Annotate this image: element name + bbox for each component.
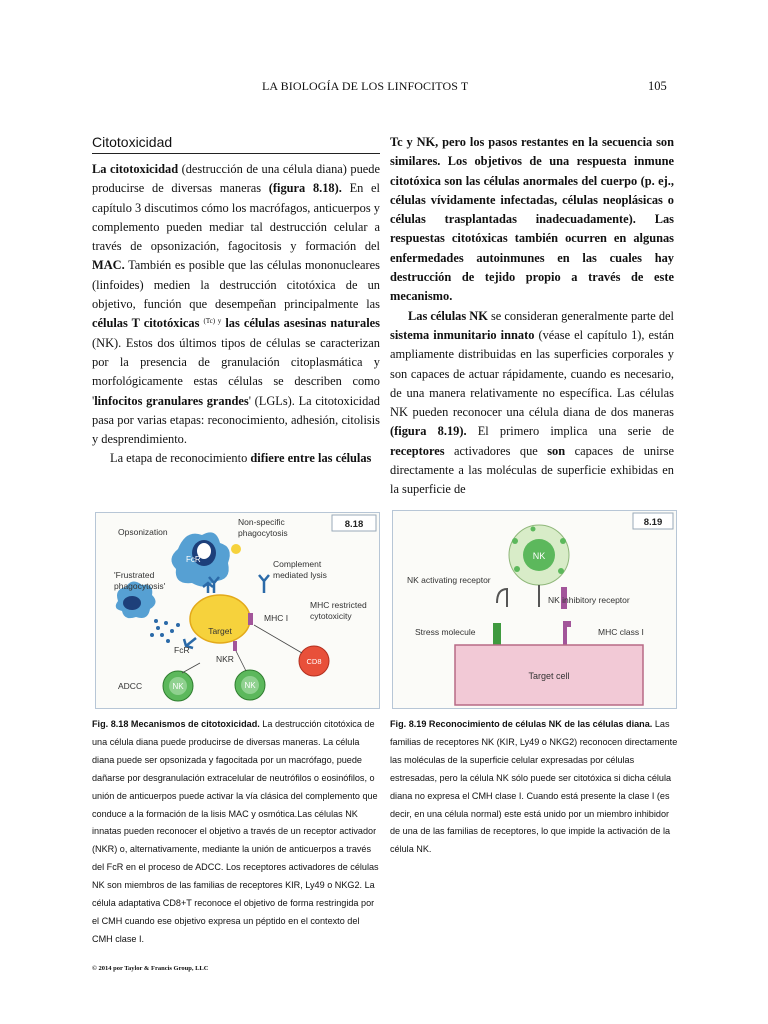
text-span: (figura 8.19). [390, 424, 467, 439]
granule-dot [170, 629, 174, 633]
nk-granule [514, 566, 520, 572]
label-nk-activating: NK activating receptor [407, 575, 491, 585]
text-span: activadores que [444, 443, 548, 458]
granule-dot [154, 619, 158, 623]
granule-dot [164, 621, 168, 625]
text-span: son [547, 443, 566, 458]
paragraph-reconocimiento [92, 449, 380, 468]
running-head: LA BIOLOGÍA DE LOS LINFOCITOS T [262, 79, 469, 93]
complement-antibody [259, 575, 269, 593]
label-nkr: NKR [216, 654, 234, 664]
nk-granule [560, 538, 566, 544]
nk-granule [531, 527, 536, 532]
superscript: (Tc) y [203, 317, 222, 326]
text-span: las células asesinas naturales [221, 316, 380, 331]
connector-line [254, 625, 302, 653]
text-span: células T citotóxicas [92, 316, 200, 331]
label-mhc-restricted-1: MHC restricted [310, 600, 367, 610]
text-span: Tc y NK, pero los pasos restantes en la secuencia son similares. Los objetivos de una respuesta inmune citotóxica son las células anormales del cuerpo (p. ej., células vívidamente infectadas, células neoplásicas o células trasplantadas inadecuadamente). Las respuestas citotóxicas también ocurren en algunas enfermedades autoinmunes en las cuales hay destrucción de tejido propio a través de este mecanismo. [390, 135, 674, 304]
label-nk-right: NK [244, 681, 256, 690]
nk-granule [558, 568, 564, 574]
label-nk: NK [532, 551, 546, 561]
text-span: (destrucción de una célula diana) puede producirse de diversas maneras [92, 162, 380, 196]
paragraph-citotoxicidad [92, 160, 380, 449]
figure-number: 8.19 [643, 517, 663, 528]
connector-line [182, 663, 200, 673]
granule-dot [150, 633, 154, 637]
label-nk-left: NK [172, 682, 184, 691]
figure-8-18-diagram [96, 513, 379, 708]
text-span: linfocitos granulares grandes [94, 393, 249, 408]
label-complement-2: mediated lysis [273, 570, 327, 580]
figure-8-18-caption [92, 716, 382, 949]
text-span: El primero implica una serie de [466, 424, 674, 439]
label-mhc-i: MHC I [264, 613, 289, 623]
text-span: MAC. [92, 258, 125, 273]
copyright-notice: © 2014 por Taylor & Francis Group, LLC [92, 965, 209, 972]
text-span: sistema inmunitario innato [390, 327, 535, 342]
text-span: (NK). Estos dos últimos tipos de células se caracterizan por la presencia de granulación citoplasmática y morfológicamente estas células se describen como ' [92, 335, 380, 408]
caption-title: Fig. 8.18 Mecanismos de citotoxicidad. [92, 719, 260, 729]
label-stress-molecule: Stress molecule [415, 627, 476, 637]
label-adcc: ADCC [118, 681, 143, 691]
text-span: difiere entre las células [250, 451, 372, 466]
granulocyte-nucleus [123, 596, 141, 610]
label-nk-inhibitory: NK inhibitory receptor [548, 595, 630, 605]
nk-granule [512, 538, 518, 544]
connector-line [236, 651, 246, 671]
label-complement-1: Complement [273, 559, 322, 569]
text-span: (figura 8.18). [268, 181, 342, 196]
granule-dot [160, 633, 164, 637]
text-span: se consideran generalmente parte del [487, 308, 674, 323]
nk-activating-receptor [497, 589, 507, 607]
paragraph-celulas-nk [390, 307, 674, 500]
figure-8-19-diagram [393, 511, 676, 708]
label-mhc-restricted-2: cytotoxicity [310, 611, 352, 621]
granule-dot [166, 639, 170, 643]
caption-text: La destrucción citotóxica de una célula diana puede producirse de diversas maneras. La célula diana puede ser opsonizada y fagocitada por un macrófago, puede dañarse por desgranulación extracelular de neutrófilos o eosinófilos, o unión de anticuerpos puede activar la vía clásica del complemento que conduce a la formación de la lisis MAC y osmótica.Las células NK innatas pueden reconocer el objetivo a través de un receptor activador (NKR) o, alternativamente, mediante la unión de anticuerpos a través del FcR en el proceso de ADCC. Los receptores activadores de células NK son miembros de las familias de receptores KIR, Ly49 o NKG2. La célula adaptativa CD8+T reconoce el objetivo de forma restringida por el CMH cuando ese objetivo expresa un péptido en el contexto del CMH clase I. [92, 719, 379, 944]
granule-dot [156, 626, 160, 630]
text-span: También es posible que las células mononucleares (linfoides) medien la destrucción citotóxica de un objetivo, función que desempeñan principalmente las [92, 258, 380, 312]
label-fcr-top: FcR [186, 555, 201, 564]
label-nonspecific-1: Non-specific [238, 517, 285, 527]
text-span: (véase el capítulo 1), están ampliamente distribuidas en las superficies corporales y son capaces de actuar rápidamente, cuando es necesario, de una manera relativamente no específica. Las células NK pueden reconocer una célula diana de dos maneras [390, 327, 674, 420]
granule-dot [176, 623, 180, 627]
page-number: 105 [648, 79, 667, 93]
caption-text: Las familias de receptores NK (KIR, Ly49 o NKG2) reconocen directamente las moléculas de la superficie celular expresadas por células estresadas, pero la célula NK sólo puede ser citotóxica si dicha célula diana no expresa el CMH clase I. Cuando está presente la clase I (es decir, en una célula normal) este está unido por un miembro inhibidor de una de las familias de receptores, lo que impide la activación de la célula NK. [390, 719, 678, 855]
stress-molecule [493, 623, 501, 645]
label-frustrated-2: phagocytosis' [114, 581, 166, 591]
text-span: La citotoxicidad [92, 162, 179, 176]
text-span: Las células NK [408, 308, 488, 323]
label-cd8: CD8 [306, 657, 322, 666]
nkr-molecule [233, 641, 237, 651]
figure-8-19-caption [390, 716, 680, 859]
fc-receptor-top [203, 583, 213, 593]
caption-title: Fig. 8.19 Reconocimiento de células NK de las células diana. [390, 719, 653, 729]
text-span: receptores [390, 443, 445, 458]
figure-8-19 [392, 510, 677, 709]
mhc-molecule [248, 613, 253, 625]
text-span: ' (LGLs). La citotoxicidad pasa por varias etapas: reconocimiento, adhesión, citolisis y desprendimiento. [92, 393, 381, 447]
figure-number: 8.18 [344, 519, 364, 530]
figure-8-18 [95, 512, 380, 709]
label-nonspecific-2: phagocytosis [238, 528, 288, 538]
mhc-class-i-molecule [563, 621, 571, 645]
label-opsonization: Opsonization [118, 527, 168, 537]
label-target: Target [208, 626, 232, 636]
phagocytosed-particle [231, 544, 241, 554]
label-frustrated-1: 'Frustrated [114, 570, 155, 580]
paragraph-objetivos [390, 133, 674, 307]
label-target-cell: Target cell [528, 671, 570, 681]
text-span: capaces de unirse directamente a las moléculas de superficie exhibidas en la superficie de [390, 443, 674, 497]
label-fcr-bottom: FcR [174, 645, 190, 655]
left-column [92, 134, 380, 469]
text-span: La etapa de reconocimiento [110, 451, 251, 466]
right-column [390, 133, 674, 500]
text-span: En el capítulo 3 discutimos cómo los macrófagos, anticuerpos y complemento pueden mediar tal destrucción celular a través de opsonización, fagocitosis y formación del [92, 181, 381, 254]
section-title: Citotoxicidad [92, 134, 380, 154]
label-mhc-class-i: MHC class I [598, 627, 644, 637]
